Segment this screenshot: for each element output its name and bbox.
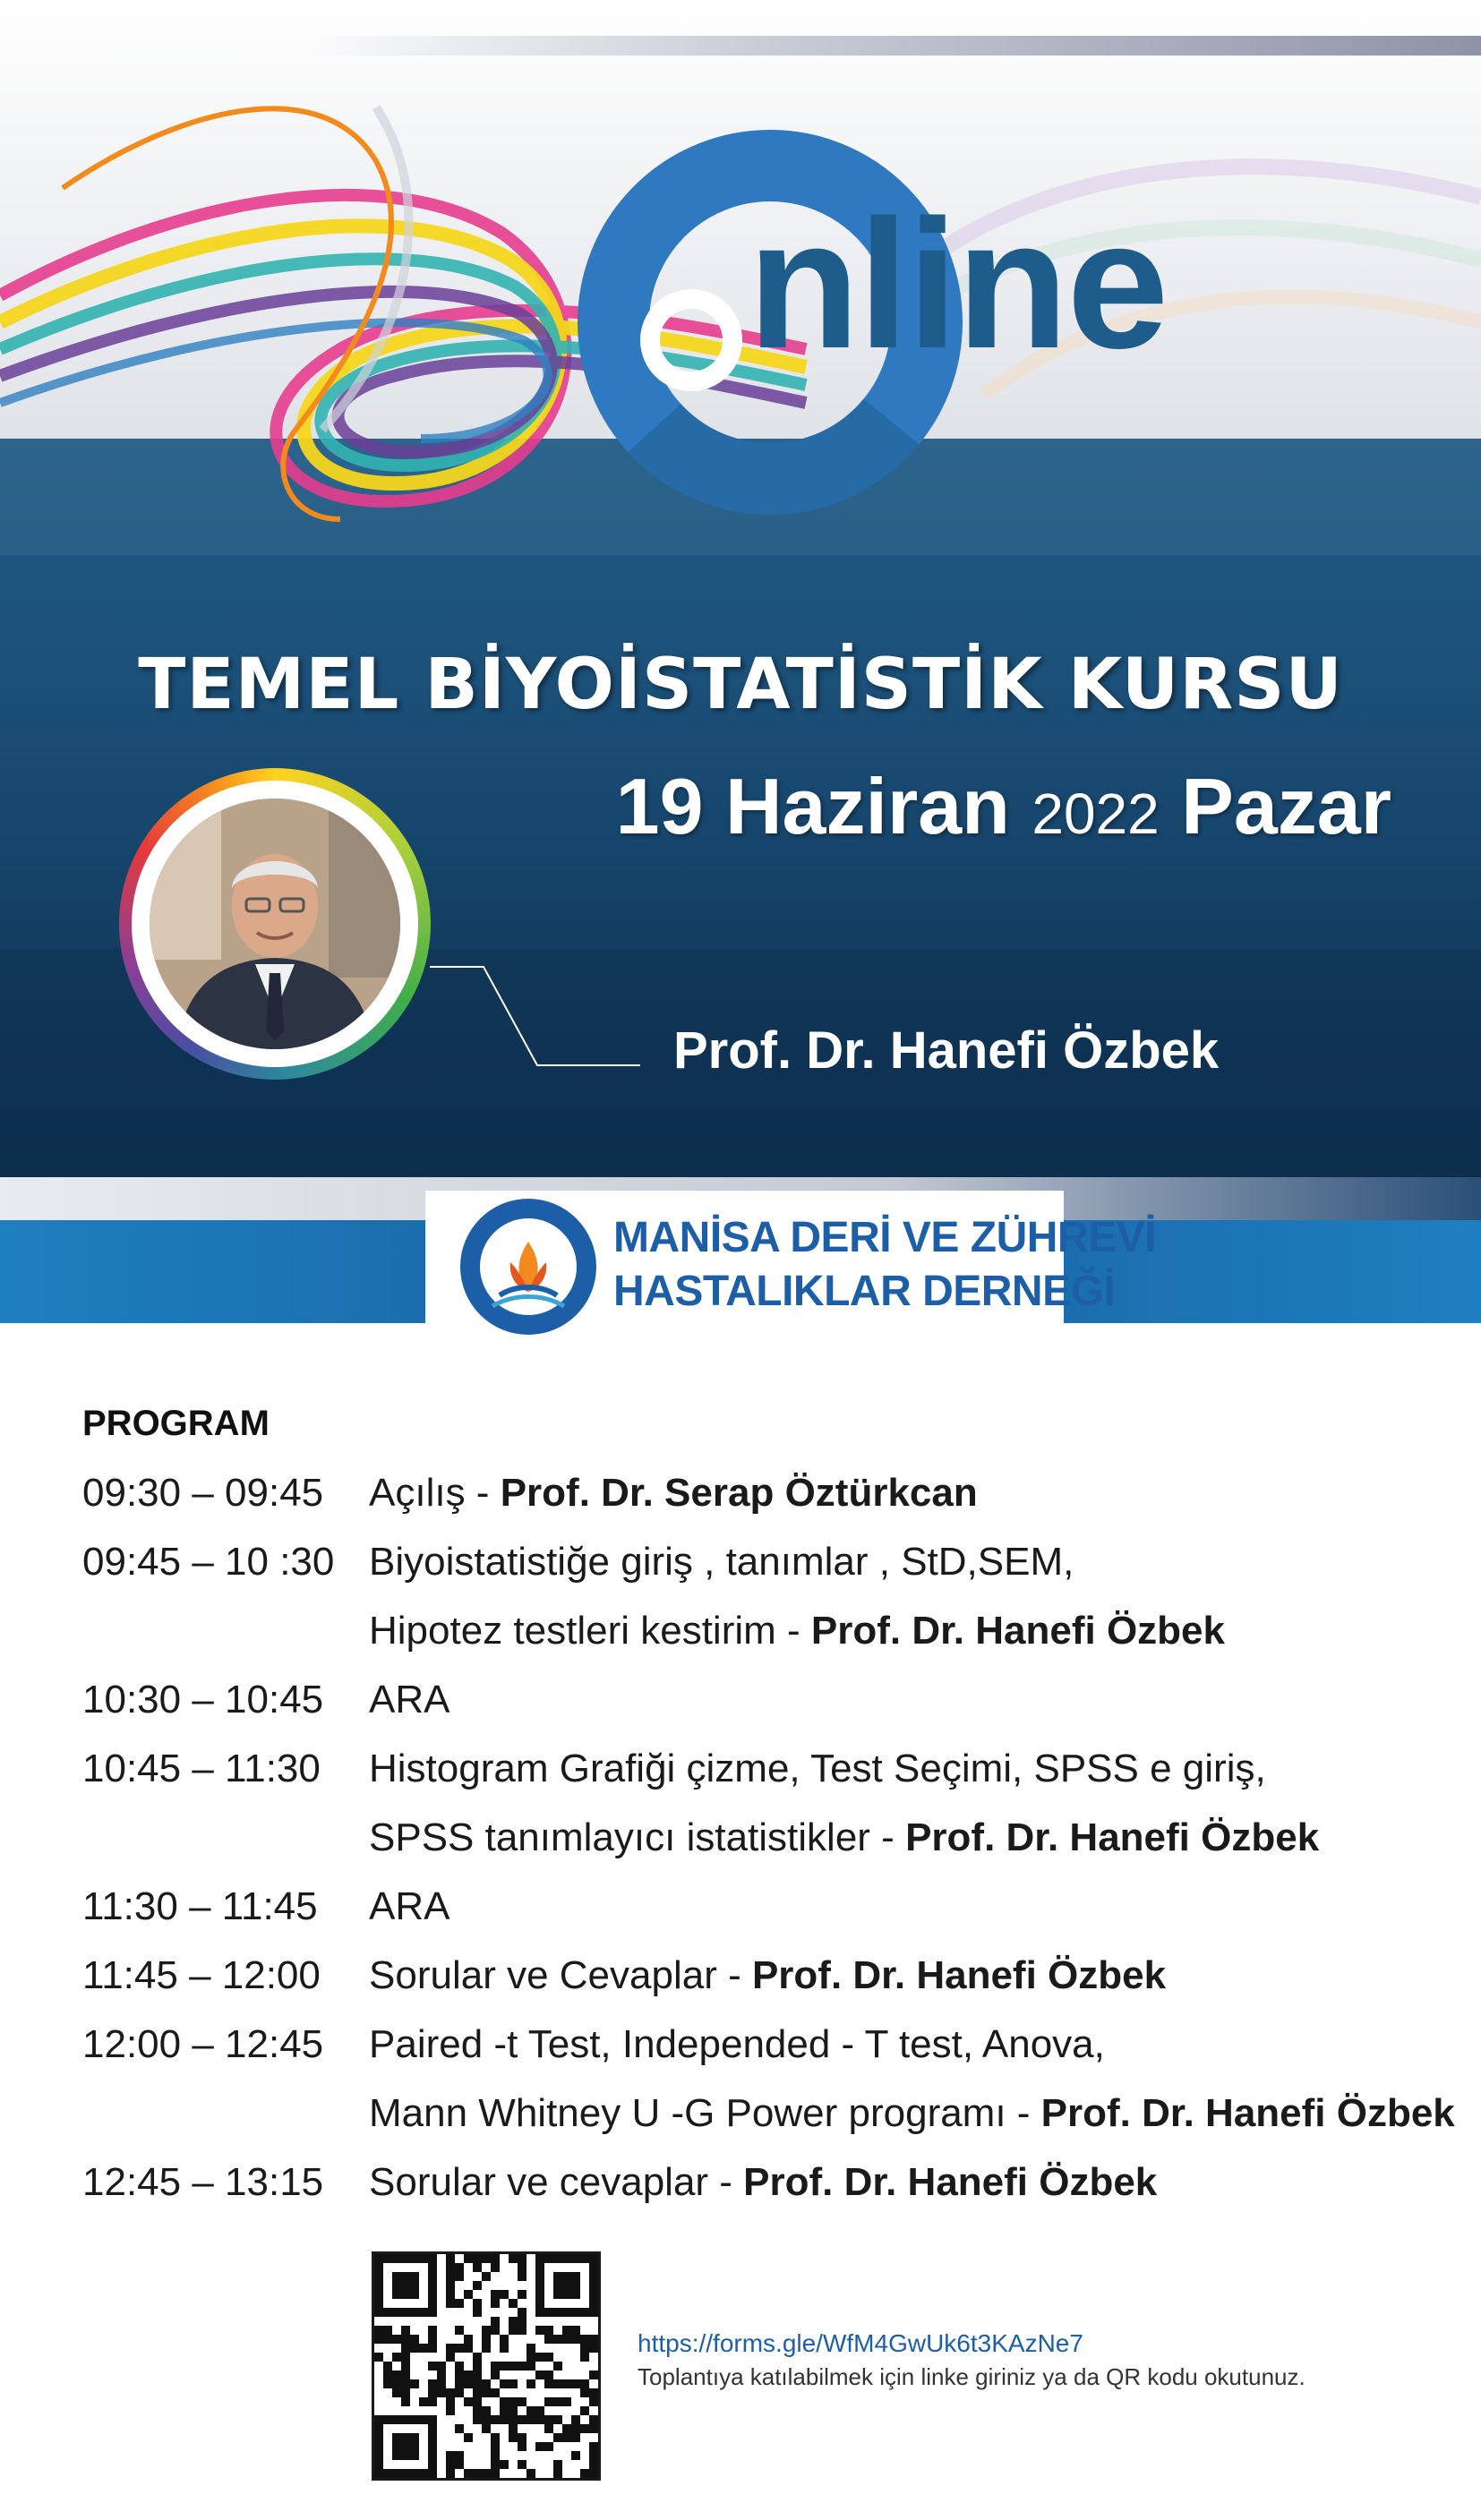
program-row (0, 2022, 1481, 2076)
program-time: 09:30 – 09:45 (82, 1471, 324, 1515)
registration-qr-code[interactable] (372, 2251, 601, 2481)
event-date (616, 761, 1391, 852)
program-time: 11:30 – 11:45 (82, 1884, 318, 1928)
program-row (0, 1884, 1481, 1938)
program-topic (369, 1471, 978, 1516)
program-row (0, 1678, 1481, 1731)
topic-speaker: Prof. Dr. Hanefi Özbek (1040, 2091, 1455, 2135)
registration-link[interactable]: https://forms.gle/WfM4GwUk6t3KAzNe7 (638, 2329, 1083, 2357)
program-time: 11:45 – 12:00 (82, 1953, 321, 1997)
topic-speaker: Prof. Dr. Hanefi Özbek (751, 1953, 1167, 1997)
program-row (0, 1953, 1481, 2007)
speaker-connector-line (421, 962, 654, 1079)
program-topic (369, 1678, 449, 1722)
program-row (0, 1815, 1481, 1869)
program-topic (369, 1609, 1225, 1653)
topic-text: SPSS tanımlayıcı istatistikler - (369, 1815, 906, 1859)
program-topic (369, 2160, 1157, 2205)
program-time: 12:45 – 13:15 (82, 2160, 324, 2204)
header-background (0, 0, 1481, 1177)
program-time: 12:00 – 12:45 (82, 2022, 324, 2066)
program-row (0, 1471, 1481, 1525)
topic-text: Mann Whitney U -G Power programı - (369, 2091, 1041, 2135)
topic-text: ARA (369, 1678, 450, 1721)
topic-text: Biyoistatistiğe giriş , tanımlar , StD,SEM, (369, 1540, 1074, 1584)
program-topic (369, 2022, 1105, 2067)
topic-speaker: Prof. Dr. Hanefi Özbek (905, 1815, 1320, 1859)
topic-text: ARA (369, 1884, 450, 1928)
program-topic (369, 1815, 1319, 1860)
course-title: TEMEL BİYOİSTATİSTİK KURSU (138, 645, 1343, 725)
program-topic (369, 1953, 1166, 1998)
topic-text: Paired -t Test, Independed - T test, Anova, (369, 2022, 1105, 2066)
organization-name-line2: HASTALIKLAR DERNEĞİ (613, 1268, 1116, 1315)
topic-speaker: Prof. Dr. Hanefi Özbek (810, 1609, 1225, 1653)
program-row (0, 1609, 1481, 1662)
program-time: 10:30 – 10:45 (82, 1678, 324, 1721)
date-weekday: Pazar (1181, 762, 1391, 850)
topic-text: Açılış - (369, 1471, 501, 1515)
date-year: 2022 (1032, 782, 1160, 846)
program-topic (369, 2091, 1455, 2136)
program-topic (369, 1747, 1266, 1791)
program-heading: PROGRAM (82, 1404, 270, 1443)
topic-text: Histogram Grafiği çizme, Test Seçimi, SPSS e giriş, (369, 1747, 1266, 1790)
topic-speaker: Prof. Dr. Hanefi Özbek (743, 2160, 1158, 2204)
top-decor-strip (304, 36, 1481, 56)
online-o-letter-icon (638, 286, 745, 394)
speaker-photo (150, 799, 400, 1049)
registration-note: Toplantıya katılabilmek için linke giriniz ya da QR kodu okutunuz. (638, 2363, 1306, 2390)
topic-text: Hipotez testleri kestirim - (369, 1609, 811, 1653)
association-logo-icon (457, 1195, 600, 1338)
program-row (0, 2160, 1481, 2214)
program-row (0, 1747, 1481, 1800)
qr-code-icon (374, 2254, 598, 2478)
program-topic (369, 1540, 1074, 1585)
program-time: 09:45 – 10 :30 (82, 1540, 335, 1584)
program-row (0, 2091, 1481, 2145)
program-time: 10:45 – 11:30 (82, 1747, 321, 1790)
org-stripe-left (0, 1220, 425, 1323)
organization-name-line1: MANİSA DERİ VE ZÜHREVİ (613, 1214, 1156, 1261)
program-topic (369, 1884, 449, 1929)
program-row (0, 1540, 1481, 1593)
online-word: nline (748, 182, 1168, 387)
date-day-month: 19 Haziran (615, 762, 1010, 850)
topic-text: Sorular ve cevaplar - (369, 2160, 744, 2204)
topic-speaker: Prof. Dr. Serap Öztürkcan (500, 1471, 978, 1515)
topic-text: Sorular ve Cevaplar - (369, 1953, 752, 1997)
speaker-name: Prof. Dr. Hanefi Özbek (673, 1021, 1220, 1080)
speaker-portrait-illustration (150, 799, 400, 1049)
